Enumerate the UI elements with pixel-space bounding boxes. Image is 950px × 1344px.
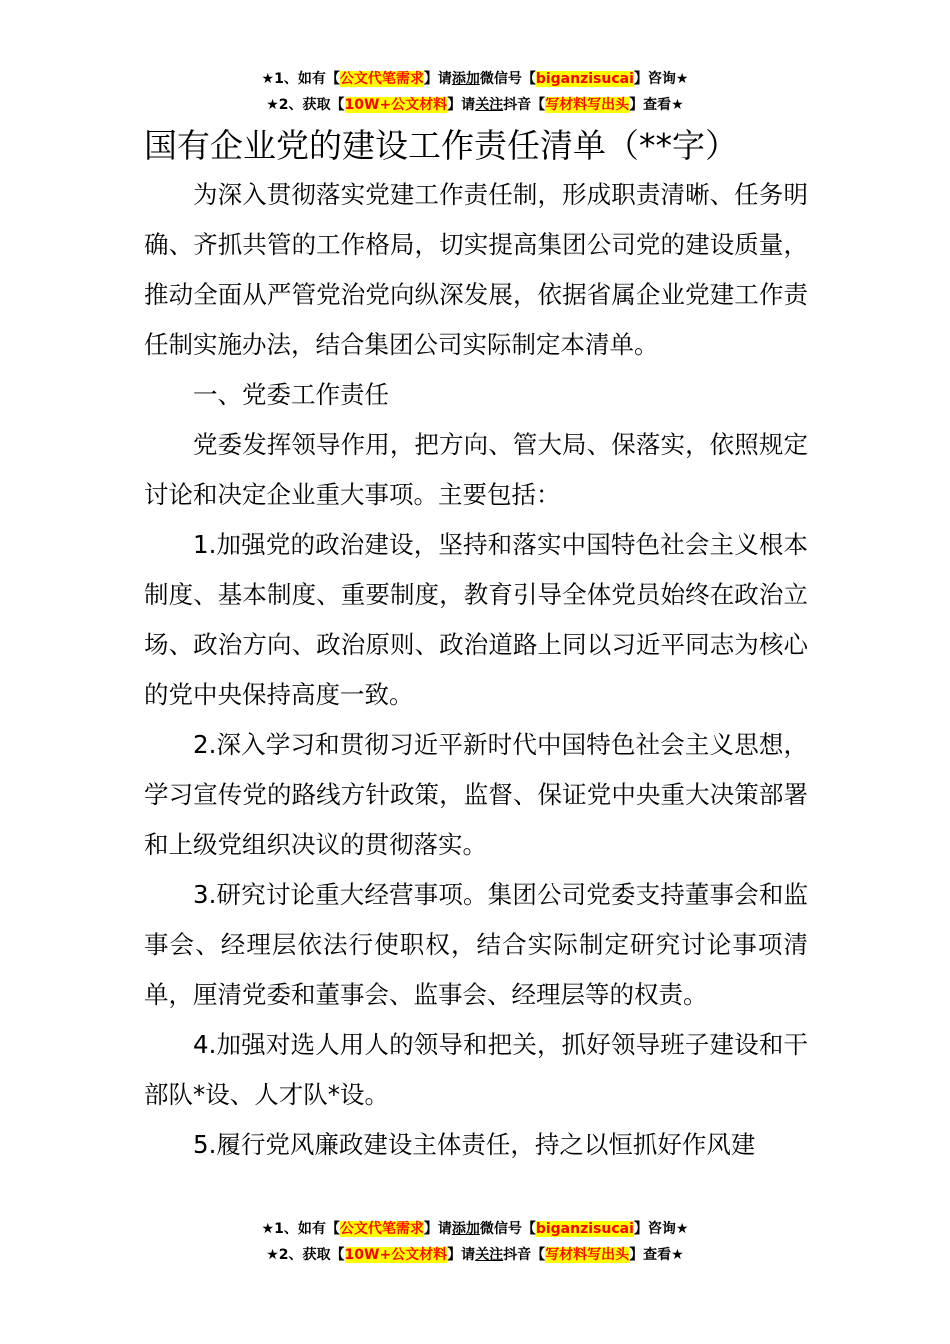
banner-highlight: 10W+公文材料	[344, 97, 448, 113]
banner-text: 抖音【	[503, 97, 546, 113]
paragraph: 1.加强党的政治建设，坚持和落实中国特色社会主义根本制度、基本制度、重要制度，教育引导全体党员始终在政治立场、政治方向、政治原则、政治道路上同以习近平同志为核心的党中央保持高度一致。	[144, 530, 808, 709]
banner-text: ★2、获取【	[266, 97, 345, 113]
banner-highlight: 10W+公文材料	[344, 1247, 448, 1263]
banner-underline: 关注	[475, 97, 504, 113]
paragraph: 2.深入学习和贯彻习近平新时代中国特色社会主义思想，学习宣传党的路线方针政策，监督、保证党中央重大决策部署和上级党组织决议的贯彻落实。	[144, 730, 808, 859]
banner-text: ★1、如有【	[261, 71, 340, 87]
banner-text: 】请	[447, 97, 476, 113]
banner-highlight: 写材料写出头	[545, 1247, 630, 1263]
paragraph: 5.履行党风廉政建设主体责任，持之以恒抓好作风建	[193, 1130, 756, 1159]
banner-underline: 关注	[475, 1247, 504, 1263]
banner-text: 】查看★	[629, 1247, 684, 1263]
banner-text: 】咨询★	[633, 1221, 689, 1237]
paragraph: 为深入贯彻落实党建工作责任制，形成职责清晰、任务明确、齐抓共管的工作格局，切实提高集团公司党的建设质量，推动全面从严管党治党向纵深发展，依据省属企业党建工作责任制实施办法，结合集团公司实际制定本清单。	[144, 180, 808, 359]
banner-text: 抖音【	[503, 1247, 546, 1263]
paragraph: 党委发挥领导作用，把方向、管大局、保落实，依照规定讨论和决定企业重大事项。主要包括：	[144, 430, 808, 509]
document-body	[144, 170, 808, 1170]
banner-line-1	[0, 1216, 950, 1242]
banner-line-2	[0, 1242, 950, 1268]
section-heading: 一、党委工作责任	[193, 380, 389, 409]
banner-text: 】请	[423, 1221, 452, 1237]
paragraph: 4.加强对选人用人的领导和把关，抓好领导班子建设和干部队*设、人才队*设。	[144, 1030, 808, 1109]
banner-line-1	[0, 66, 950, 92]
banner-highlight: 写材料写出头	[545, 97, 630, 113]
banner-underline: 添加	[451, 1221, 480, 1237]
banner-highlight: 公文代笔需求	[339, 1221, 424, 1237]
banner-text: 微信号【	[479, 1221, 536, 1237]
banner-highlight: biganzisucai	[535, 1221, 634, 1237]
banner-text: ★1、如有【	[261, 1221, 340, 1237]
footer-banner	[0, 1216, 950, 1268]
banner-text: 】请	[423, 71, 452, 87]
banner-text: 】咨询★	[633, 71, 689, 87]
banner-text: 】查看★	[629, 97, 684, 113]
paragraph: 3.研究讨论重大经营事项。集团公司党委支持董事会和监事会、经理层依法行使职权，结合实际制定研究讨论事项清单，厘清党委和董事会、监事会、经理层等的权责。	[144, 880, 808, 1009]
banner-line-2	[0, 92, 950, 118]
banner-highlight: 公文代笔需求	[339, 71, 424, 87]
document-title: 国有企业党的建设工作责任清单（**字）	[144, 126, 738, 165]
header-banner	[0, 66, 950, 118]
banner-text: 】请	[447, 1247, 476, 1263]
banner-text: ★2、获取【	[266, 1247, 345, 1263]
banner-text: 微信号【	[479, 71, 536, 87]
banner-underline: 添加	[451, 71, 480, 87]
banner-highlight: biganzisucai	[535, 71, 634, 87]
